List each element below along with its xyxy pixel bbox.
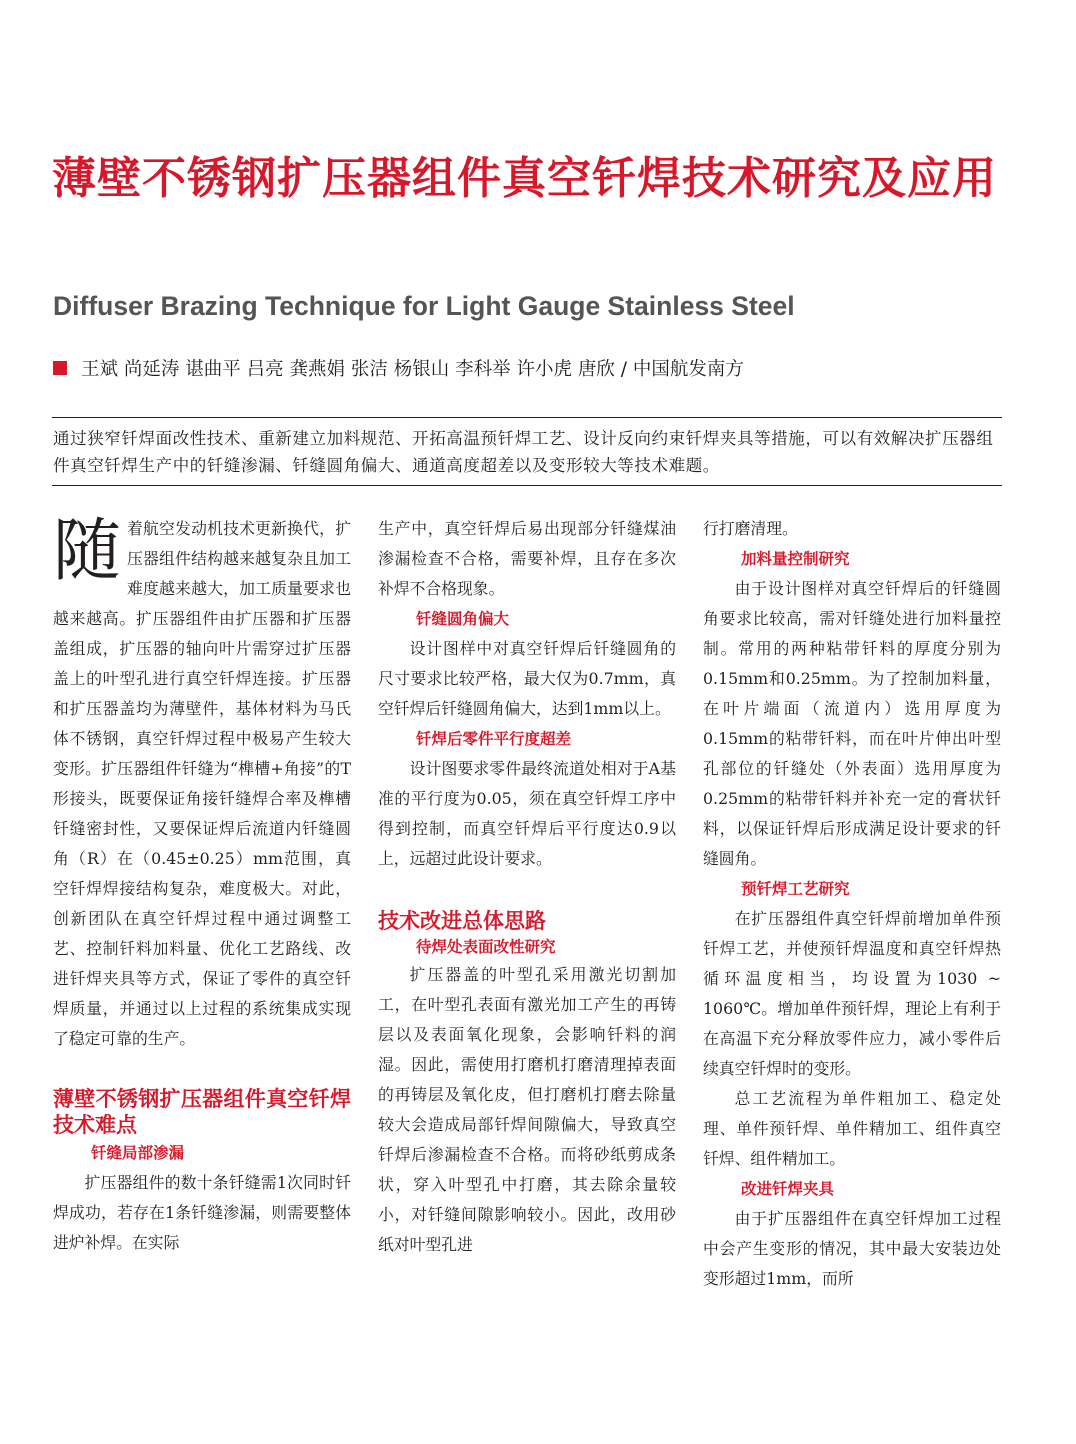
paragraph-leakage-cont: 生产中，真空钎焊后易出现部分钎缝煤油渗漏检查不合格，需要补焊，且存在多次补焊不合格现象。 [378, 519, 676, 598]
paragraph-process-flow: 总工艺流程为单件粗加工、稳定处理、单件预钎焊、单件精加工、组件真空钎焊、组件精加工。 [703, 1089, 1001, 1168]
subheading-prebrazing: 预钎焊工艺研究 [741, 880, 850, 898]
column-2 [378, 514, 676, 1260]
paragraph-prebrazing: 在扩压器组件真空钎焊前增加单件预钎焊工艺，并使预钎焊温度和真空钎焊热循环温度相当，均设置为1030 ~ 1060℃。增加单件预钎焊，理论上有利于在高温下充分释放零件应力，减小零件后续真空钎焊时的变形。 [703, 909, 1001, 1078]
intro-paragraph [53, 514, 351, 1054]
paragraph-parallelism: 设计图要求零件最终流道处相对于A基准的平行度为0.05，须在真空钎焊工序中得到控制，而真空钎焊后平行度达0.9以上，远超过此设计要求。 [378, 759, 676, 868]
paragraph-leakage: 扩压器组件的数十条钎缝需1次同时钎焊成功，若存在1条钎缝渗漏，则需要整体进炉补焊。在实际 [53, 1173, 351, 1252]
subheading-filler-amount: 加料量控制研究 [741, 550, 850, 568]
subheading-fixture: 改进钎焊夹具 [741, 1180, 835, 1198]
abstract-bottom-rule [52, 485, 1002, 486]
red-square-icon [53, 361, 67, 375]
subheading-fillet: 钎缝圆角偏大 [416, 610, 510, 628]
column-3 [703, 514, 1001, 1294]
abstract: 通过狭窄钎焊面改性技术、重新建立加料规范、开拓高温预钎焊工艺、设计反向约束钎焊夹具等措施，可以有效解决扩压器组件真空钎焊生产中的钎缝渗漏、钎缝圆角偏大、通道高度超差以及变形较大等技术难题。 [53, 429, 994, 475]
section-heading-difficulties: 薄壁不锈钢扩压器组件真空钎焊技术难点 [53, 1087, 351, 1137]
subheading-parallelism: 钎焊后零件平行度超差 [416, 730, 572, 748]
article-subtitle: Diffuser Brazing Technique for Light Gauge Stainless Steel [53, 291, 795, 321]
paragraph-surface: 扩压器盖的叶型孔采用激光切割加工，在叶型孔表面有激光加工产生的再铸层以及表面氧化现象，会影响钎料的润湿。因此，需使用打磨机打磨清理掉表面的再铸层及氧化皮，但打磨机打磨去除量较大会造成局部钎焊间隙偏大，导致真空钎焊后渗漏检查不合格。而将砂纸剪成条状，穿入叶型孔中打磨，其去除余量较小，对钎缝间隙影响较小。因此，改用砂纸对叶型孔进 [378, 965, 676, 1254]
author-line [53, 355, 744, 381]
subheading-leakage: 钎缝局部渗漏 [91, 1144, 185, 1162]
paragraph-filler-amount: 由于设计图样对真空钎焊后的钎缝圆角要求比较高，需对钎缝处进行加料量控制。常用的两种粘带钎料的厚度分别为0.15mm和0.25mm。为了控制加料量，在叶片端面（流道内）选用厚度为0.15mm的粘带钎料，而在叶片伸出叶型孔部位的钎缝处（外表面）选用厚度为0.25mm的粘带钎料并补充一定的膏状钎料，以保证钎焊后形成满足设计要求的钎缝圆角。 [703, 579, 1001, 868]
intro-text: 着航空发动机技术更新换代，扩压器组件结构越来越复杂且加工难度越来越大，加工质量要求也越来越高。扩压器组件由扩压器和扩压器盖组成，扩压器的轴向叶片需穿过扩压器盖上的叶型孔进行真空钎焊连接。扩压器和扩压器盖均为薄壁件，基体材料为马氏体不锈钢，真空钎焊过程中极易产生较大变形。扩压器组件钎缝为“榫槽+角接”的T形接头，既要保证角接钎缝焊合率及榫槽钎缝密封性，又要保证焊后流道内钎缝圆角（R）在（0.45±0.25）mm范围，真空钎焊焊接结构复杂，难度极大。对此，创新团队在真空钎焊过程中通过调整工艺、控制钎料加料量、优化工艺路线、改进钎焊夹具等方式，保证了零件的真空钎焊质量，并通过以上过程的系统集成实现了稳定可靠的生产。 [53, 519, 351, 1048]
article-title: 薄壁不锈钢扩压器组件真空钎焊技术研究及应用 [52, 153, 997, 204]
subheading-surface: 待焊处表面改性研究 [416, 938, 556, 956]
paragraph-fixture: 由于扩压器组件在真空钎焊加工过程中会产生变形的情况，其中最大安装边处变形超过1mm，而所 [703, 1209, 1001, 1288]
paragraph-surface-cont: 行打磨清理。 [703, 519, 798, 538]
drop-cap: 随 [53, 512, 122, 591]
column-1 [53, 514, 351, 1258]
paragraph-fillet: 设计图样中对真空钎焊后钎缝圆角的尺寸要求比较严格，最大仅为0.7mm，真空钎焊后钎缝圆角偏大，达到1mm以上。 [378, 639, 676, 718]
section-heading-approach: 技术改进总体思路 [378, 909, 546, 933]
authors-text: 王斌 尚延涛 谌曲平 吕亮 龚燕娟 张洁 杨银山 李科举 许小虎 唐欣 / 中国航发南方 [81, 359, 744, 380]
abstract-top-rule [52, 417, 1002, 418]
